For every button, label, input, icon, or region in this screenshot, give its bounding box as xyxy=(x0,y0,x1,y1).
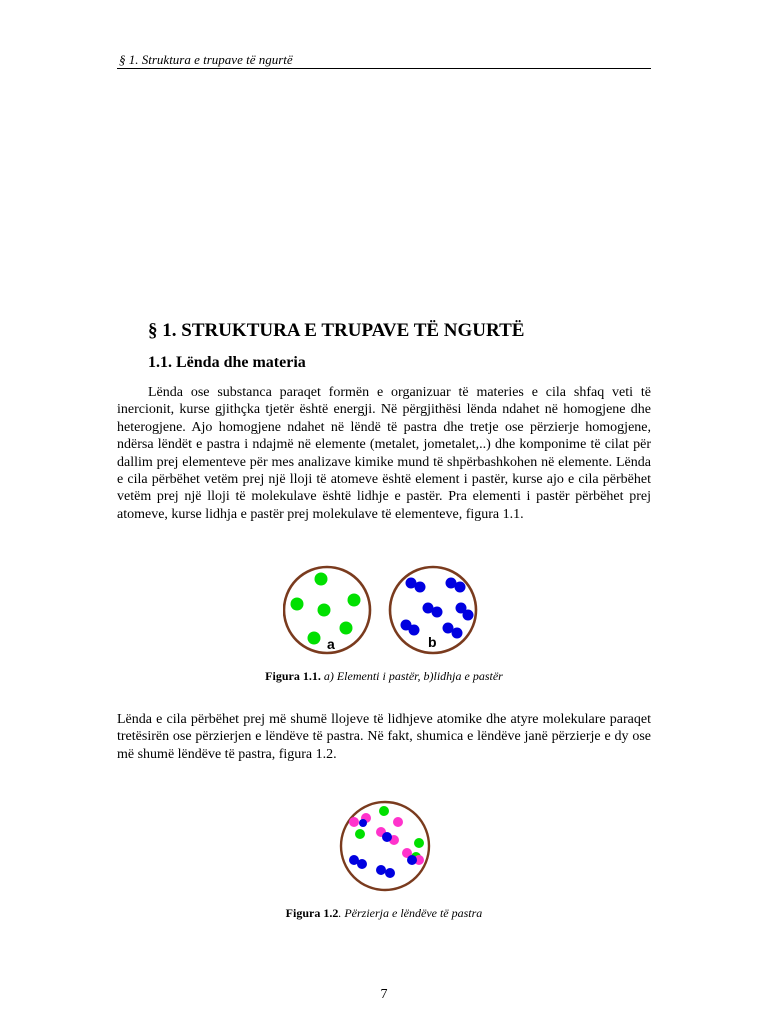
atom-blue xyxy=(385,868,395,878)
figure-1-2-caption-label: Figura 1.2 xyxy=(285,906,339,920)
page-number: 7 xyxy=(380,987,388,1002)
atom-blue xyxy=(407,855,417,865)
atom-green xyxy=(379,806,389,816)
figure-1-1-caption xyxy=(0,669,768,684)
atom-green xyxy=(291,598,304,611)
atom-magenta xyxy=(349,817,359,827)
figure-1-2-caption xyxy=(0,906,768,921)
figure-1-1-label-a: a xyxy=(327,636,335,652)
atom-blue xyxy=(357,859,367,869)
atom-green xyxy=(355,829,365,839)
atom-blue xyxy=(382,832,392,842)
paragraph-intro: Lënda ose substanca paraqet formën e organizuar të materies e cila shfaq veti të inercionit, kurse gjithçka tjetër është energji. Në përgjithësi lënda ndahet në homogjene dhe heterogjene. Ajo homogjene ndahet në lëndë të pastra dhe tretje ose përzierje homogjene, ndërsa lëndët e pastra i ndajmë në elemente (metalet, jometalet,..) dhe komponime të cilat për dallim prej elementeve për mes analizave kimike mund të shpërbashkohen në elemente. Lënda e cila përbëhet vetëm prej një lloji të atomeve është element i pastër, kurse ajo e cila përbëhet vetëm prej një lloji të molekulave është lidhje e pastër. Pra elementi i pastër përbëhet prej atomeve, kurse lidhja e pastër prej molekulave të elementeve, figura 1.1. xyxy=(117,385,651,522)
figure-1-2-diagram xyxy=(336,800,436,892)
atom-blue xyxy=(359,819,367,827)
atom-magenta xyxy=(393,817,403,827)
atom-green xyxy=(318,604,331,617)
atom-green xyxy=(308,632,321,645)
figure-1-2-caption-text: . Përzierja e lëndëve të pastra xyxy=(338,906,483,920)
figure-1-1-caption-text: a) Elementi i pastër, b)lidhja e pastër xyxy=(320,669,503,683)
running-header-title: § 1. Struktura e trupave të ngurtë xyxy=(119,52,293,67)
section-title: 1.1. Lënda dhe materia xyxy=(148,354,306,371)
running-header xyxy=(117,52,651,69)
atom-green xyxy=(414,838,424,848)
atom-green xyxy=(340,622,353,635)
figure-1-1-label-b: b xyxy=(428,634,437,650)
figure-1-1-caption-label: Figura 1.1. xyxy=(265,669,321,683)
figure-1-1 xyxy=(283,563,493,659)
atom-blue xyxy=(376,865,386,875)
atom-green xyxy=(348,594,361,607)
chapter-title: § 1. STRUKTURA E TRUPAVE TË NGURTË xyxy=(148,320,525,341)
paragraph-mixture: Lënda e cila përbëhet prej më shumë llojeve të lidhjeve atomike dhe atyre molekulare paraqet tretësirën ose përzierjen e lëndëve të pastra. Në fakt, shumica e lëndëve janë përzierje e dy ose më shumë lëndëve të pastra, figura 1.2. xyxy=(117,712,651,762)
figure-1-2 xyxy=(336,800,436,892)
figure-1-1-diagram xyxy=(283,563,493,659)
atom-green xyxy=(315,573,328,586)
